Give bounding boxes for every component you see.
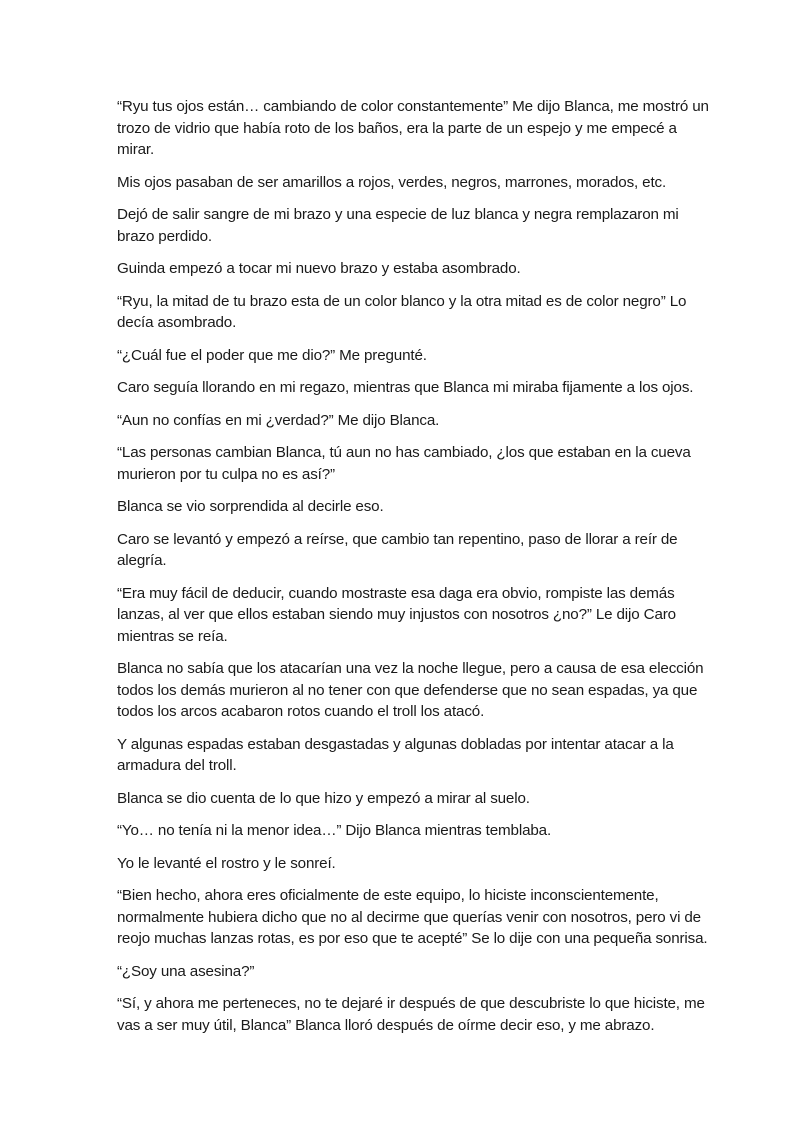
paragraph: “Aun no confías en mi ¿verdad?” Me dijo Blanca. [117,411,440,429]
paragraph: Yo le levanté el rostro y le sonreí. [117,854,336,872]
paragraph: Blanca se dio cuenta de lo que hizo y empezó a mirar al suelo. [117,789,530,807]
paragraph: “Ryu tus ojos están… cambiando de color constantemente” Me dijo Blanca, me mostró un trozo de vidrio que había roto de los baños, era la parte de un espejo y me empecé a mirar. [117,98,709,158]
paragraph: Caro seguía llorando en mi regazo, mientras que Blanca mi miraba fijamente a los ojos. [117,379,694,396]
paragraph: “Ryu, la mitad de tu brazo esta de un color blanco y la otra mitad es de color negro” Lo decía asombrado. [117,292,687,331]
paragraph: “¿Soy una asesina?” [117,962,255,980]
body-text [117,96,709,1047]
paragraph: Blanca se vio sorprendida al decirle eso. [117,498,384,515]
paragraph: Mis ojos pasaban de ser amarillos a rojos, verdes, negros, marrones, morados, etc. [117,173,667,191]
paragraph: Caro se levantó y empezó a reírse, que cambio tan repentino, paso de llorar a reír de alegría. [117,530,678,569]
paragraph: “Sí, y ahora me perteneces, no te dejaré ir después de que descubriste lo que hiciste, me vas a ser muy útil, Blanca” Blanca lloró después de oírme decir eso, y me abrazo. [117,995,705,1034]
paragraph: Blanca no sabía que los atacarían una vez la noche llegue, pero a causa de esa elección todos los demás murieron al no tener con que defenderse que no sean espadas, ya que todos los arcos acabaron rotos cuando el troll los atacó. [117,660,704,720]
paragraph: Guinda empezó a tocar mi nuevo brazo y estaba asombrado. [117,260,521,277]
paragraph: Y algunas espadas estaban desgastadas y algunas dobladas por intentar atacar a la armadura del troll. [117,735,674,774]
paragraph: “Bien hecho, ahora eres oficialmente de este equipo, lo hiciste inconscientemente, normalmente hubiera dicho que no al decirme que querías venir con nosotros, pero vi de reojo muchas lanzas rotas, es por eso que te acepté” Se lo dije con una pequeña sonrisa. [117,887,708,947]
paragraph: “Las personas cambian Blanca, tú aun no has cambiado, ¿los que estaban en la cueva murieron por tu culpa no es así?” [117,444,691,483]
paragraph: “Yo… no tenía ni la menor idea…” Dijo Blanca mientras temblaba. [117,822,552,839]
paragraph: “Era muy fácil de deducir, cuando mostraste esa daga era obvio, rompiste las demás lanzas, al ver que ellos estaban siendo muy injustos con nosotros ¿no?” Le dijo Caro mientras se reía. [117,584,676,645]
paragraph: Dejó de salir sangre de mi brazo y una especie de luz blanca y negra remplazaron mi brazo perdido. [117,206,679,245]
paragraph: “¿Cuál fue el poder que me dio?” Me pregunté. [117,346,427,364]
